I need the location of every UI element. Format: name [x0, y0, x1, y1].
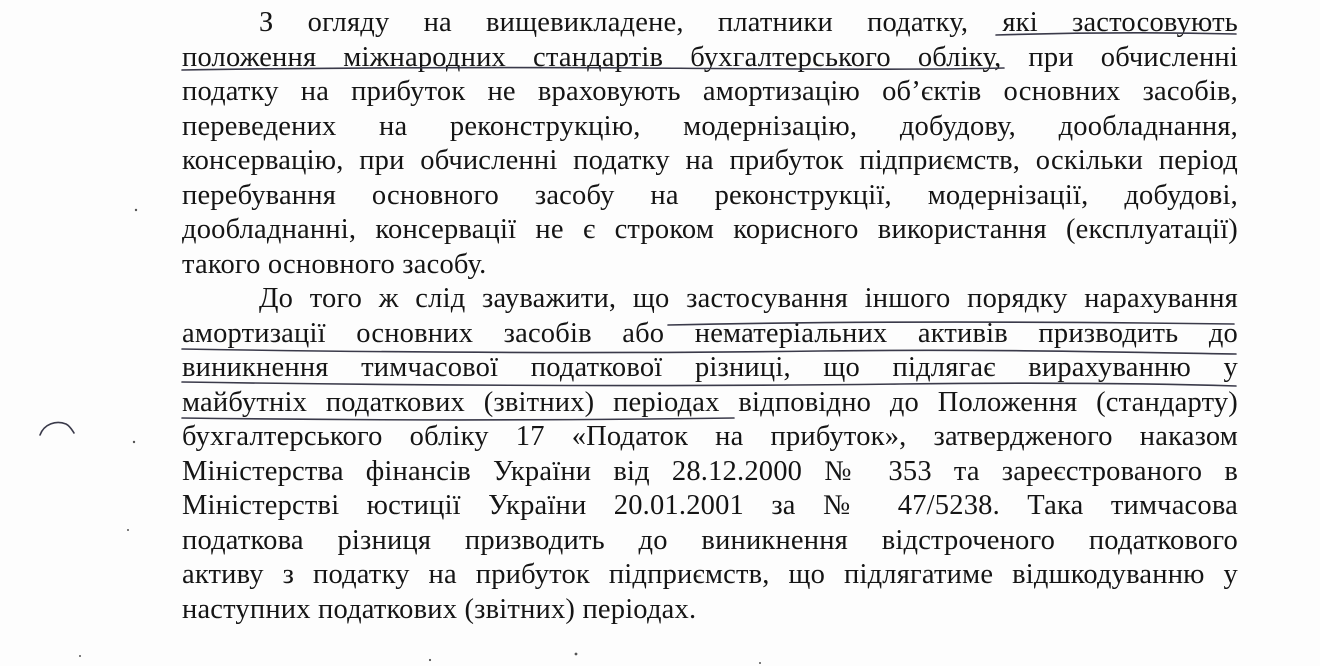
text-line: До того ж слід зауважити, що застосування іншого порядку нарахування — [259, 283, 1238, 314]
text-line: амортизації основних засобів або нематеріальних активів призводить до — [182, 317, 1238, 349]
text-line: З огляду на вищевикладене, платники податку, які застосовують — [259, 7, 1238, 38]
paragraph-2 — [182, 282, 1238, 627]
text-line: наступних податкових (звітних) періодах. — [182, 593, 697, 625]
text-line: податкова різниця призводить до виникнення відстроченого податкового — [182, 524, 1238, 556]
text-line: Міністерства фінансів України від 28.12.2000 № 353 та зареєстрованого в — [182, 455, 1238, 487]
document-body — [182, 6, 1238, 627]
text-line: такого основного засобу. — [182, 248, 487, 280]
text-line: податку на прибуток не враховують амортизацію об’єктів основних засобів, — [182, 76, 1238, 107]
text-line: переведених на реконструкцію, модернізацію, добудову, дообладнання, — [182, 110, 1238, 142]
text-line: консервацію, при обчисленні податку на прибуток підприємств, оскільки період — [182, 145, 1238, 176]
text-line: активу з податку на прибуток підприємств, що підлягатиме відшкодуванню у — [182, 559, 1238, 590]
text-line: бухгалтерського обліку 17 «Податок на прибуток», затвердженого наказом — [182, 421, 1238, 452]
text-line: дообладнанні, консервації не є строком корисного використання (експлуатації) — [182, 214, 1238, 245]
margin-mark — [40, 422, 74, 435]
text-line: Міністерстві юстиції України 20.01.2001 за № 47/5238. Така тимчасова — [182, 490, 1238, 521]
paragraph-1 — [182, 6, 1238, 282]
text-line: виникнення тимчасової податкової різниці, що підлягає вирахуванню у — [182, 352, 1238, 383]
text-line: перебування основного засобу на реконструкції, модернізації, добудові, — [182, 179, 1238, 211]
text-line: майбутніх податкових (звітних) періодах відповідно до Положення (стандарту) — [182, 386, 1238, 418]
text-line: положення міжнародних стандартів бухгалтерського обліку, при обчисленні — [182, 41, 1238, 73]
